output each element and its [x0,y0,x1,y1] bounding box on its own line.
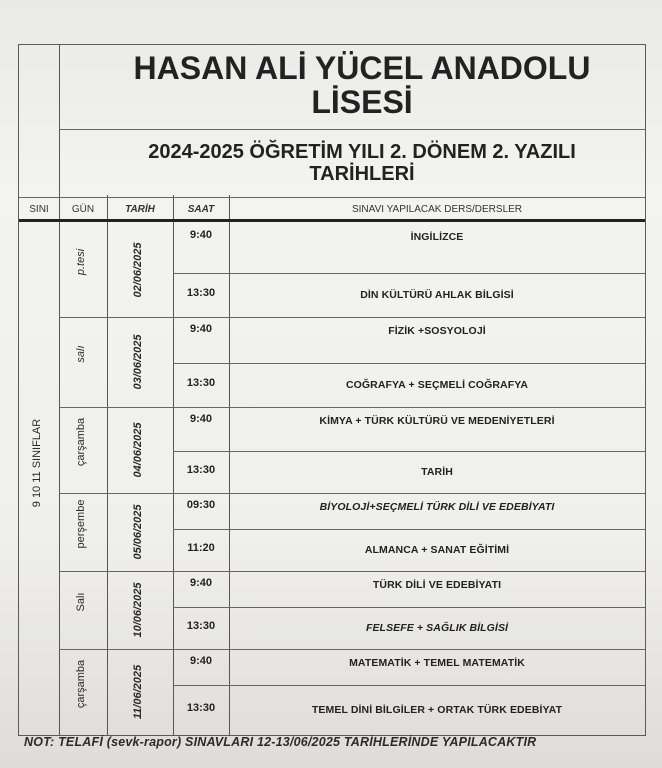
day-label: Salı [75,592,87,612]
day-label: salı [75,345,87,363]
slot-time: 09:30 [186,499,216,511]
slot-divider [173,529,645,530]
slot-time: 13:30 [186,702,216,714]
school-title-line1: HASAN ALİ YÜCEL ANADOLU [133,50,591,86]
footer-note: NOT: TELAFİ (sevk-rapor) SINAVLARI 12-13/06/2025 TARİHLERİNDE YAPILACAKTIR [24,735,537,749]
divider-sinif [59,45,60,735]
schedule-subtitle [79,141,645,197]
date-label: 04/06/2025 [132,422,144,478]
date-label: 03/06/2025 [132,334,144,390]
slot-subject: TARİH [421,466,453,478]
slot-subject: KİMYA + TÜRK KÜLTÜRÜ VE MEDENİYETLERİ [319,415,555,427]
slot-divider [173,451,645,452]
slot-subject: İNGİLİZCE [410,231,464,243]
day-label: perşembe [75,499,87,549]
date-label: 11/06/2025 [132,664,144,720]
slot-time: 9:40 [189,577,213,589]
slot-subject: FİZİK +SOSYOLOJİ [388,325,486,337]
slot-divider [173,363,645,364]
exam-schedule-sheet [18,44,646,736]
slot-subject: COĞRAFYA + SEÇMELİ COĞRAFYA [345,379,529,391]
day-label: çarşamba [75,417,87,467]
class-label: 9 10 11 SINIFLAR [31,418,43,508]
slot-subject: MATEMATİK + TEMEL MATEMATİK [349,657,525,669]
school-title [79,45,645,127]
slot-subject: TEMEL DİNİ BİLGİLER + ORTAK TÜRK EDEBİYAT [311,704,563,716]
divider-gun [107,195,108,735]
header-dersler: SINAVI YAPILACAK DERS/DERSLER [351,204,523,215]
subtitle-line1: 2024-2025 ÖĞRETİM YILI 2. DÖNEM 2. YAZILI [148,141,576,163]
slot-time: 13:30 [186,464,216,476]
slot-subject: ALMANCA + SANAT EĞİTİMİ [364,544,510,556]
header-sinif: SINI [29,204,49,215]
day-label: çarşamba [75,659,87,709]
day-label: p.tesi [75,248,87,276]
date-label: 02/06/2025 [132,242,144,298]
slot-time: 9:40 [189,413,213,425]
divider-subtitle [19,197,645,198]
header-tarih: TARİH [125,204,155,215]
divider-saat [229,195,230,735]
divider-title [59,129,645,130]
slot-divider [173,273,645,274]
subtitle-line2: TARİHLERİ [309,163,415,185]
slot-time: 13:30 [186,287,216,299]
slot-subject: FELSEFE + SAĞLIK BİLGİSİ [365,622,509,634]
date-label: 10/06/2025 [132,582,144,638]
header-gun: GÜN [71,204,95,215]
slot-time: 9:40 [189,229,213,241]
date-label: 05/06/2025 [132,504,144,560]
slot-time: 13:30 [186,620,216,632]
header-saat: SAAT [187,204,215,215]
slot-time: 11:20 [187,542,215,554]
slot-time: 9:40 [189,323,213,335]
header-underline [19,219,645,222]
school-title-line2: LİSESİ [311,84,413,120]
slot-divider [173,685,645,686]
slot-divider [173,607,645,608]
slot-time: 13:30 [186,377,216,389]
slot-subject: TÜRK DİLİ VE EDEBİYATI [372,579,502,591]
slot-subject: DİN KÜLTÜRÜ AHLAK BİLGİSİ [360,289,514,301]
slot-time: 9:40 [189,655,213,667]
slot-subject: BİYOLOJİ+SEÇMELİ TÜRK DİLİ VE EDEBİYATI [319,501,555,513]
